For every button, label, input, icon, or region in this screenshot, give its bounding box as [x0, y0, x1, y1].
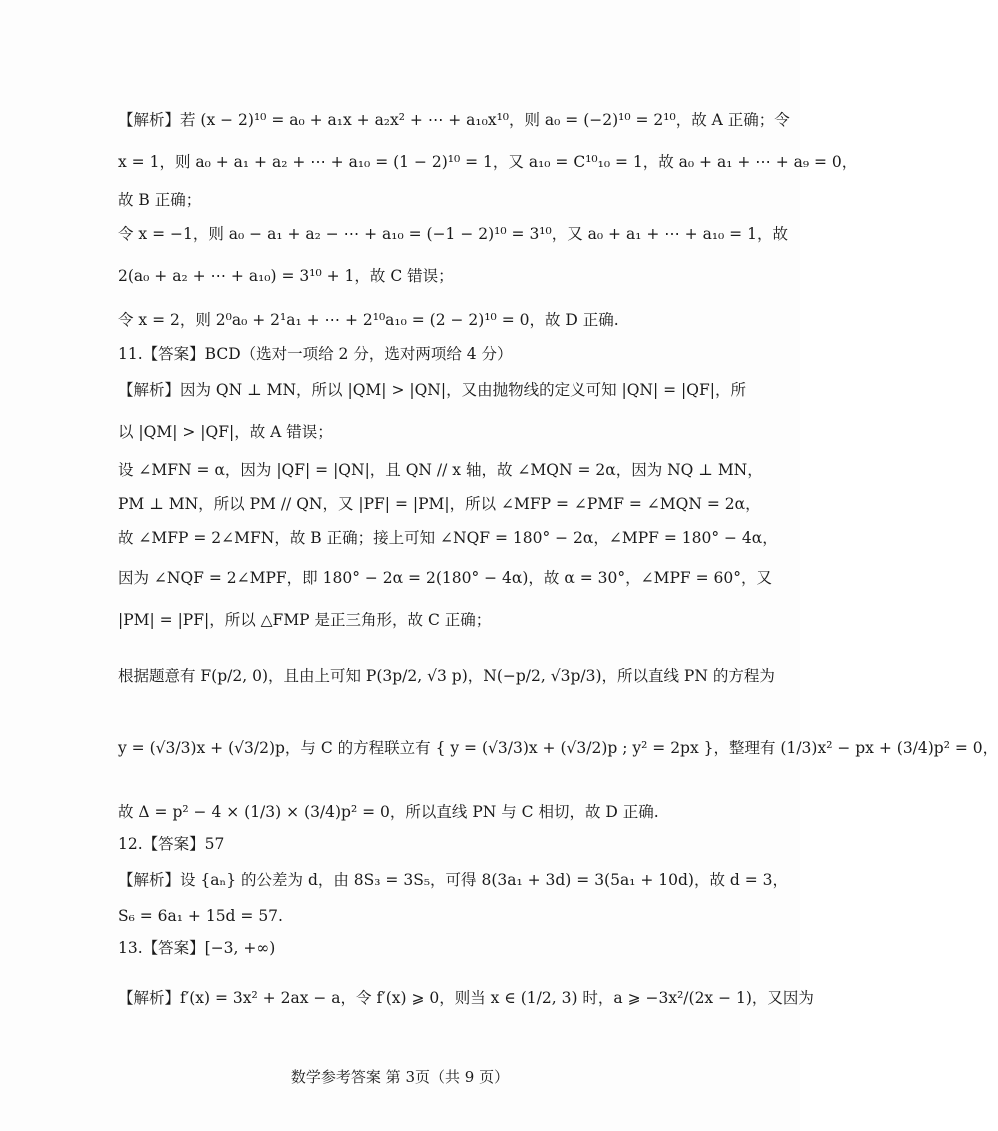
page-footer: 数学参考答案 第 3页（共 9 页）: [290, 1068, 510, 1086]
text-line: 令 x = 2，则 2⁰a₀ + 2¹a₁ + ⋯ + 2¹⁰a₁₀ = (2 − 2)¹⁰ = 0，故 D 正确.: [118, 311, 619, 329]
text-line: 【解析】若 (x − 2)¹⁰ = a₀ + a₁x + a₂x² + ⋯ + a₁₀x¹⁰，则 a₀ = (−2)¹⁰ = 2¹⁰，故 A 正确；令: [118, 111, 790, 129]
text-line: x = 1，则 a₀ + a₁ + a₂ + ⋯ + a₁₀ = (1 − 2)¹⁰ = 1，又 a₁₀ = C¹⁰₁₀ = 1，故 a₀ + a₁ + ⋯ + a₉ = 0，: [118, 153, 858, 171]
text-line: 故 B 正确；: [118, 191, 202, 209]
text-line: |PM| = |PF|，所以 △FMP 是正三角形，故 C 正确；: [118, 611, 492, 629]
text-line: 故 Δ = p² − 4 × (1/3) × (3/4)p² = 0，所以直线 PN 与 C 相切，故 D 正确.: [118, 803, 659, 821]
text-line: 故 ∠MFP = 2∠MFN，故 B 正确；接上可知 ∠NQF = 180° − 2α，∠MPF = 180° − 4α，: [118, 529, 778, 547]
text-line: 11.【答案】BCD（选对一项给 2 分，选对两项给 4 分）: [118, 345, 513, 363]
text-line: 2(a₀ + a₂ + ⋯ + a₁₀) = 3¹⁰ + 1，故 C 错误；: [118, 267, 454, 285]
text-line: 【解析】因为 QN ⊥ MN，所以 |QM| > |QN|，又由抛物线的定义可知 |QN| = |QF|，所: [118, 381, 746, 399]
text-line: 【解析】f′(x) = 3x² + 2ax − a，令 f′(x) ⩾ 0，则当 x ∈ (1/2, 3) 时，a ⩾ −3x²/(2x − 1)，又因为: [118, 989, 814, 1007]
text-line: 设 ∠MFN = α，因为 |QF| = |QN|，且 QN // x 轴，故 ∠MQN = 2α，因为 NQ ⊥ MN，: [118, 461, 763, 479]
text-line: 【解析】设 {aₙ} 的公差为 d，由 8S₃ = 3S₅，可得 8(3a₁ + 3d) = 3(5a₁ + 10d)，故 d = 3，: [118, 871, 789, 889]
text-line: PM ⊥ MN，所以 PM // QN，又 |PF| = |PM|，所以 ∠MFP = ∠PMF = ∠MQN = 2α，: [118, 495, 761, 513]
text-line: 令 x = −1，则 a₀ − a₁ + a₂ − ⋯ + a₁₀ = (−1 − 2)¹⁰ = 3¹⁰，又 a₀ + a₁ + ⋯ + a₁₀ = 1，故: [118, 225, 788, 243]
text-line: 根据题意有 F(p/2, 0)，且由上可知 P(3p/2, √3 p)，N(−p/2, √3p/3)，所以直线 PN 的方程为: [118, 667, 775, 685]
text-line: 因为 ∠NQF = 2∠MPF，即 180° − 2α = 2(180° − 4α)，故 α = 30°，∠MPF = 60°，又: [118, 569, 772, 587]
text-line: 12.【答案】57: [118, 835, 225, 853]
text-line: S₆ = 6a₁ + 15d = 57.: [118, 907, 283, 925]
text-line: y = (√3/3)x + (√3/2)p，与 C 的方程联立有 { y = (√3/3)x + (√3/2)p ; y² = 2px }，整理有 (1/3)x² − px + (3/4)p² = 0，: [118, 739, 998, 757]
text-line: 以 |QM| > |QF|，故 A 错误；: [118, 423, 333, 441]
text-line: 13.【答案】[−3, +∞): [118, 939, 276, 957]
